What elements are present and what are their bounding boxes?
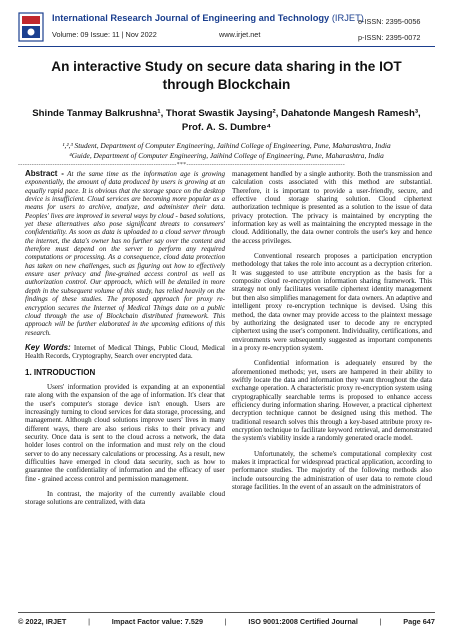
journal-header: [18, 10, 438, 50]
journal-url[interactable]: www.irjet.net: [219, 30, 261, 39]
journal-abbr: (IRJET): [331, 13, 364, 23]
journal-title: [52, 13, 364, 23]
footer-separator: |: [88, 617, 91, 626]
page-footer: [18, 617, 435, 626]
issn-block: [358, 14, 438, 46]
authors-line-2: Prof. A. S. Dumbre⁴: [181, 122, 272, 133]
abstract-text: At the same time as the information age is growing exponentially, the amount of data produced by users is growing at an equally rapid pace. It is obvious that the storage space on the desktop device is insufficient. Cloud services are becoming more popular as a means for users to archive, analyze, and administer their data. Peoples' lives are improved in several ways by cloud - based solutions, yet these alternatives also pose significant threats to consumers' confidentiality. As soon as data is uploaded to a cloud server through the internet, the data's owner has no further say over the content and therefore must depend on the server to perform any required computations or processing. As a consequence, cloud data protection has taken on new challenges, such as figuring out how to effectively ensure user privacy and fine-grained access control as well as authorization control. Our approach, which will be detailed in more depth in the subsequent volume of this study, has relied heavily on the findings of these studies. The proposed approach for proxy re-encryption secures the Internet of Medical Things data on a public cloud through the use of Blockchain distributed framework. This approach will be further elaborated in the upcoming editions of this research.: [25, 170, 225, 337]
header-divider: [18, 46, 435, 47]
intro-paragraph-1: Users' information provided is expanding at an exponential rate along with the expansion of the age of information. It's clear that the user's computer's storage device isn't enough. Users are increasingly turning to cloud services for data storage, processing, and management. Although cloud solutions improve users' lives in many different ways, there are also serious risks to their privacy and security. Once data is sent to the cloud across a network, the data holder loses control on the information and must rely on the cloud server to do any necessary calculations or processing. As a result, new difficulties have emerged in cloud data security, such as how to guarantee the confidentiality of information and the efficacy of user fine - grained access control and permission management.: [25, 382, 225, 483]
affiliations: [30, 141, 423, 161]
body-paragraph-2: Confidential information is adequately ensured by the aforementioned methods; yet, users are hampered in their ability to swiftly locate the data and information they want throughout the data exchange operation. A characteristic proxy re-encryption system using cryptographically searchable terms is proposed to enhance access efficiency during information sharing. However, a practical ciphertext decryption technique cannot be designed using this method. The traditional research solves this through a key-based attribute proxy re-encryption technique to facilitate keyword retrieval, and demonstrated the system's viability inside a randomly generated oracle model.: [232, 359, 432, 443]
keywords-text: Internet of Medical Things, Public Cloud, Medical Health Records, Cryptography, Search over encrypted data.: [25, 343, 225, 361]
keywords: [25, 344, 225, 361]
abstract-label: Abstract -: [25, 169, 64, 178]
affiliation-line-1: ¹,²,³ Student, Department of Computer Engineering, Jaihind College of Engineering, Pune, Maharashtra, India: [62, 141, 391, 150]
body-paragraph-1: Conventional research proposes a participation encryption methodology that takes the role into account as a decryption criterion. It was suggested to use attribute encryption as the basis for a composite cloud re-encryption information sharing framework. This strategy not only facilitates versatile ciphertext identity management but then also simplifies management for data owners. An adaptive and intelligent proxy re-encryption technique is devised. Using this method, the data owner may provide access to the plaintext message by authorizing the designated user to decode any re encrypted ciphertext using the user's component. Individuality, certifications, and environments were subsequently suggested as important components in a proxy re-encryption system.: [232, 252, 432, 352]
copyright: © 2022, IRJET: [18, 617, 67, 626]
journal-name: International Research Journal of Engineering and Technology: [52, 13, 330, 23]
pissn: p-ISSN: 2395-0072: [358, 33, 421, 42]
paper-authors: [20, 107, 433, 135]
abstract: [25, 170, 225, 337]
affiliation-line-2: ⁴Guide, Department of Computer Engineering, Jaihind College of Engineering, Pune, Maharashtra, India: [69, 151, 384, 160]
footer-divider: [18, 612, 435, 613]
body-paragraph-0: management handled by a single authority. Both the transmission and calculation costs associated with this method are substantial. Therefore, it is important to provide a user-friendly, secure, and effective cloud storage sharing solution. Cloud ciphertext authorization technique is presented as a solution to the issue of data privacy protection. The privacy is maintained by encrypting the information key as well as maintaining the encrypted message in the cloud. Additionally, the data owner controls the user's key and hence the access privileges.: [232, 170, 432, 245]
impact-factor: Impact Factor value: 7.529: [111, 617, 204, 626]
eissn: e-ISSN: 2395-0056: [358, 17, 421, 26]
iso-certification: ISO 9001:2008 Certified Journal: [248, 617, 358, 626]
left-column: [25, 170, 225, 514]
paper-title: An interactive Study on secure data sharing in the IOT through Blockchain: [51, 59, 402, 92]
page-number: Page 647: [403, 617, 435, 626]
volume-issue: Volume: 09 Issue: 11 | Nov 2022: [52, 30, 157, 39]
body-paragraph-3: Unfortunately, the scheme's computational complexity cost makes it impractical for widespread practical application, according to performance studies. The majority of the following methods also include outsourcing the administration of user data to remote cloud storage facilities. In the event of an assault on the administrators of: [232, 449, 432, 492]
footer-separator: |: [379, 617, 382, 626]
keywords-label: Key Words:: [25, 342, 71, 352]
intro-paragraph-2: In contrast, the majority of the currently available cloud storage solutions are centralized, with data: [25, 490, 225, 507]
section-divider: ---------------------------------------------------------------------***---------------------------------------------------------------------: [18, 162, 346, 168]
right-column: [232, 170, 432, 498]
irjet-logo-icon: [18, 12, 44, 42]
footer-separator: |: [224, 617, 227, 626]
section-heading-introduction: 1. INTRODUCTION: [25, 367, 96, 377]
authors-line-1: Shinde Tanmay Balkrushna¹, Thorat Swastik Jaysing², Dahatonde Mangesh Ramesh³,: [32, 108, 421, 119]
